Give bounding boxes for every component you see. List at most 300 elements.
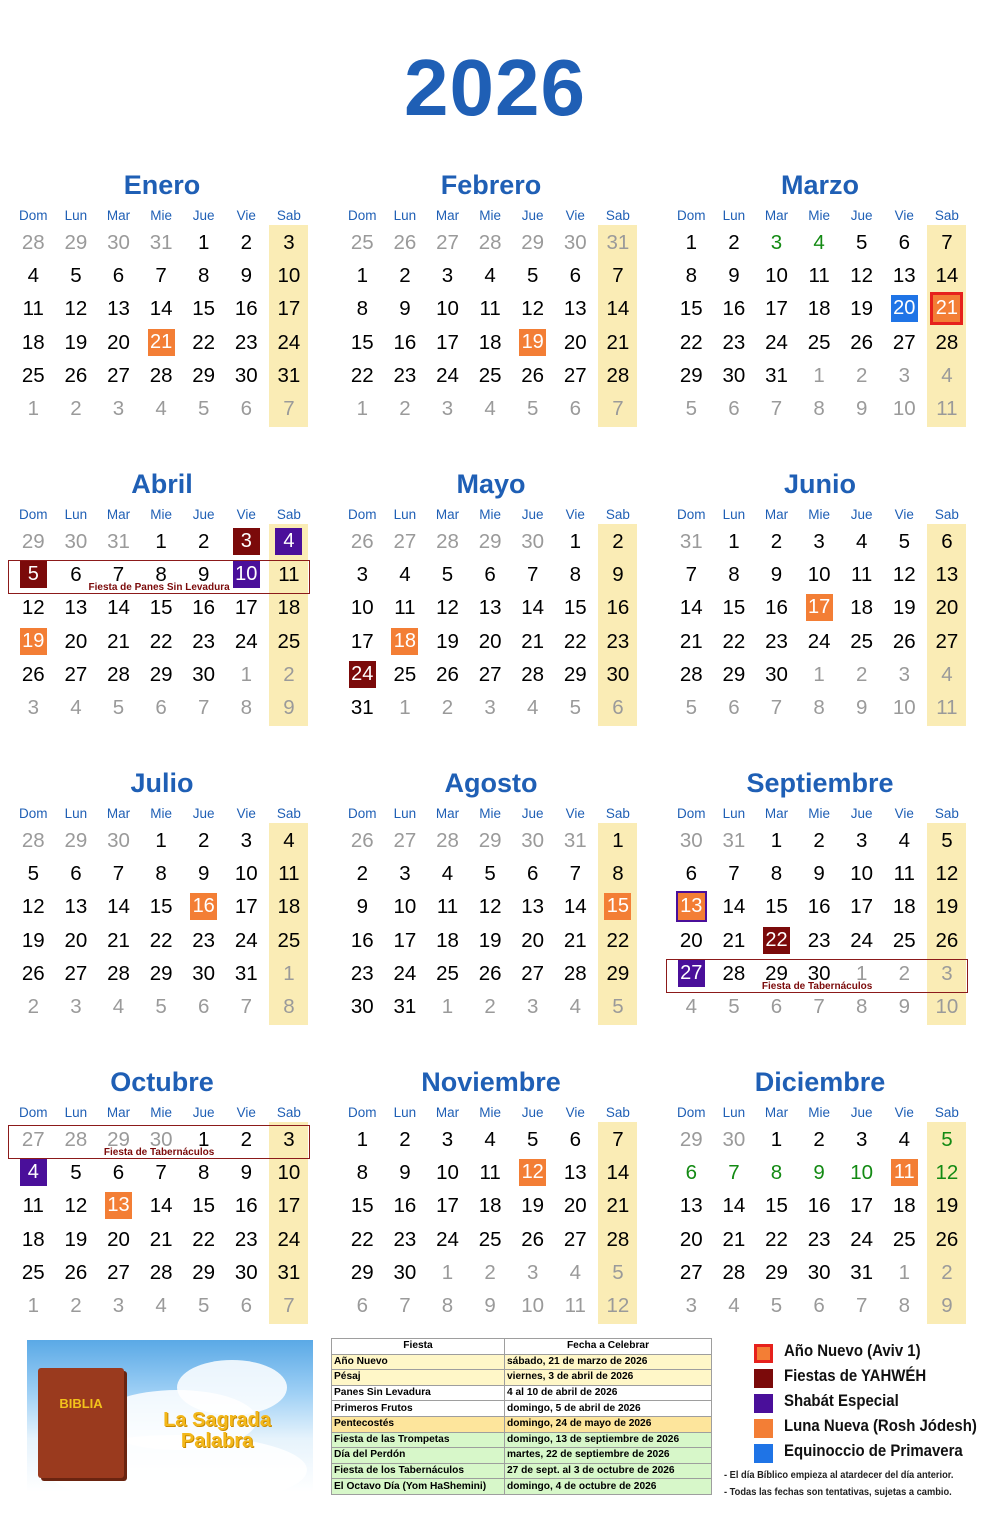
day-cell: 7 <box>569 862 581 886</box>
table-row <box>332 1354 712 1370</box>
weekday-header <box>341 507 641 523</box>
day-cell: 6 <box>685 1161 697 1185</box>
day-cell: 15 <box>563 596 587 620</box>
day-cell: 8 <box>356 1161 368 1185</box>
day-cell: 4 <box>941 662 953 686</box>
highlighted-day: 22 <box>755 924 798 957</box>
day-cell: 21 <box>606 330 630 354</box>
weekday-label: Vie <box>236 806 256 821</box>
weekday-label: Dom <box>677 1105 706 1120</box>
day-cell: 12 <box>850 264 874 288</box>
day-cell: 2 <box>356 862 368 886</box>
day-cell: 10 <box>234 862 258 886</box>
day-cell: 26 <box>935 928 959 952</box>
day-cell: 10 <box>850 862 874 886</box>
weekday-header <box>12 806 312 822</box>
day-cell: 24 <box>436 363 459 387</box>
day-cell: 4 <box>898 1128 910 1151</box>
day-cell: 7 <box>770 696 783 719</box>
fiesta-name: Fiesta de las Trompetas <box>332 1432 505 1448</box>
weekday-label: Dom <box>348 208 377 223</box>
day-cell: 6 <box>612 696 624 719</box>
day-cell: 3 <box>855 1128 868 1151</box>
day-cell: 4 <box>685 995 697 1018</box>
month-mayo <box>341 469 641 759</box>
day-cell: 23 <box>350 961 374 985</box>
day-cell: 23 <box>722 330 746 354</box>
day-cell: 30 <box>149 1128 173 1151</box>
fiesta-date: viernes, 3 de abril de 2026 <box>505 1370 712 1386</box>
day-cell: 12 <box>21 895 45 919</box>
day-cell: 29 <box>722 662 746 686</box>
fiesta-name: Año Nuevo <box>332 1354 505 1370</box>
weekday-label: Sab <box>605 806 630 821</box>
day-cell: 8 <box>155 862 167 886</box>
day-cell: 18 <box>892 1194 916 1218</box>
fiesta-date: 4 al 10 de abril de 2026 <box>505 1385 712 1401</box>
day-cell: 4 <box>484 264 496 288</box>
weekday-label: Mar <box>435 208 460 223</box>
day-cell: 2 <box>813 829 825 852</box>
day-cell: 1 <box>356 1128 368 1151</box>
day-cell: 24 <box>393 961 417 985</box>
day-cell: 11 <box>564 1294 586 1317</box>
day-cell: 7 <box>728 862 740 886</box>
month-junio <box>670 469 970 759</box>
day-cell: 27 <box>436 231 459 254</box>
day-cell: 21 <box>722 1227 746 1251</box>
note-line: - El día Bíblico empieza al atardecer del día anterior. <box>724 1470 954 1481</box>
day-cell: 11 <box>851 563 873 587</box>
table-row <box>332 1370 712 1386</box>
highlighted-day: 13 <box>670 890 713 923</box>
day-cell: 11 <box>893 862 915 886</box>
day-cell: 4 <box>27 264 39 288</box>
legend-swatch <box>754 1419 773 1438</box>
day-cell: 28 <box>521 662 545 686</box>
day-cell: 10 <box>892 696 916 719</box>
day-cell: 4 <box>941 363 953 387</box>
month-septiembre <box>670 768 970 1058</box>
day-cell: 10 <box>892 397 916 420</box>
day-cell: 8 <box>569 563 581 587</box>
day-cell: 4 <box>484 1128 496 1151</box>
day-cell: 3 <box>685 1294 697 1317</box>
legend-item <box>754 1390 990 1415</box>
day-cell: 19 <box>892 596 916 620</box>
day-cell: 17 <box>277 1194 301 1218</box>
day-cell: 27 <box>64 662 88 686</box>
day-cell: 2 <box>240 231 252 254</box>
day-cell: 5 <box>112 696 125 719</box>
weekday-label: Mar <box>106 806 131 821</box>
day-cell: 5 <box>941 1128 953 1151</box>
day-cell: 29 <box>765 961 788 985</box>
highlighted-day: 21 <box>926 292 969 325</box>
day-cell: 20 <box>563 330 587 354</box>
table-header-row <box>332 1339 712 1355</box>
day-cell: 1 <box>356 397 368 420</box>
highlighted-day: 20 <box>883 292 926 325</box>
day-cell: 2 <box>855 363 868 387</box>
day-cell: 2 <box>70 397 82 420</box>
day-cell: 10 <box>350 596 374 620</box>
day-cell: 9 <box>240 264 252 288</box>
weekday-label: Dom <box>19 507 48 522</box>
weekday-label: Mar <box>435 1105 460 1120</box>
day-cell: 1 <box>898 1260 910 1284</box>
day-cell: 5 <box>70 264 82 288</box>
day-cell: 30 <box>807 961 831 985</box>
legend-label: Fiestas de YAHWÉH <box>784 1366 927 1385</box>
day-cell: 9 <box>356 895 368 919</box>
day-cell: 8 <box>770 1161 783 1185</box>
day-cell: 7 <box>770 397 783 420</box>
day-grid <box>12 525 312 725</box>
day-cell: 9 <box>855 397 868 420</box>
day-cell: 5 <box>70 1161 82 1185</box>
day-cell: 17 <box>393 928 417 952</box>
day-cell: 15 <box>765 895 788 919</box>
day-cell: 15 <box>350 330 374 354</box>
day-cell: 24 <box>807 629 831 653</box>
day-cell: 26 <box>892 629 916 653</box>
day-cell: 19 <box>64 330 88 354</box>
weekday-label: Sab <box>605 1105 630 1120</box>
day-cell: 23 <box>606 629 630 653</box>
day-cell: 6 <box>70 862 82 886</box>
day-cell: 15 <box>192 297 216 321</box>
day-cell: 21 <box>149 1227 173 1251</box>
day-cell: 4 <box>70 696 82 719</box>
day-grid <box>670 226 970 426</box>
month-octubre <box>12 1067 312 1357</box>
day-cell: 8 <box>770 862 783 886</box>
weekday-label: Mie <box>150 208 172 223</box>
day-cell: 7 <box>112 563 125 587</box>
fiesta-name: Panes Sin Levadura <box>332 1385 505 1401</box>
day-cell: 4 <box>155 397 167 420</box>
day-cell: 14 <box>149 1194 173 1218</box>
book-title: BIBLIA <box>59 1396 103 1411</box>
legend <box>754 1340 990 1465</box>
day-cell: 1 <box>813 363 825 387</box>
day-cell: 11 <box>808 264 830 288</box>
day-cell: 9 <box>941 1294 953 1317</box>
legend-label: Año Nuevo (Aviv 1) <box>784 1341 921 1360</box>
day-cell: 25 <box>21 1260 45 1284</box>
day-cell: 5 <box>612 995 624 1018</box>
day-cell: 25 <box>807 330 831 354</box>
day-cell: 5 <box>770 1294 783 1317</box>
day-cell: 17 <box>765 297 788 321</box>
day-cell: 29 <box>679 1128 703 1151</box>
day-cell: 12 <box>935 1161 959 1185</box>
day-cell: 13 <box>679 1194 703 1218</box>
weekday-label: Dom <box>348 806 377 821</box>
day-cell: 7 <box>155 264 167 288</box>
legend-label: Equinoccio de Primavera <box>784 1441 963 1460</box>
day-cell: 30 <box>521 829 545 852</box>
fiesta-name: Pentecostés <box>332 1416 505 1432</box>
day-cell: 11 <box>436 895 459 919</box>
day-cell: 1 <box>197 231 210 254</box>
weekday-label: Vie <box>894 507 914 522</box>
day-cell: 16 <box>393 330 417 354</box>
day-cell: 15 <box>722 596 746 620</box>
day-cell: 7 <box>197 696 210 719</box>
feast-range-label: Fiesta de Tabernáculos <box>761 980 873 992</box>
day-cell: 16 <box>393 1194 417 1218</box>
day-cell: 25 <box>393 662 417 686</box>
day-cell: 23 <box>393 363 417 387</box>
day-cell: 11 <box>936 397 958 420</box>
day-cell: 3 <box>399 862 411 886</box>
day-cell: 13 <box>892 264 916 288</box>
month-name: Diciembre <box>754 1067 886 1097</box>
weekday-label: Mie <box>150 507 172 522</box>
day-cell: 27 <box>21 1128 45 1151</box>
day-cell: 9 <box>283 696 295 719</box>
day-cell: 23 <box>393 1227 417 1251</box>
weekday-label: Lun <box>722 208 746 223</box>
weekday-label: Sab <box>276 208 301 223</box>
highlighted-day: 4 <box>12 1156 55 1189</box>
day-cell: 30 <box>722 1128 746 1151</box>
day-cell: 7 <box>855 1294 868 1317</box>
day-cell: 4 <box>283 829 295 852</box>
table-row <box>332 1463 712 1479</box>
day-cell: 28 <box>722 1260 746 1284</box>
weekday-label: Mie <box>808 208 830 223</box>
day-cell: 30 <box>679 829 703 852</box>
day-cell: 18 <box>807 297 831 321</box>
table-row <box>332 1416 712 1432</box>
day-cell: 9 <box>197 862 210 886</box>
day-cell: 9 <box>612 563 624 587</box>
day-cell: 17 <box>436 330 459 354</box>
weekday-label: Lun <box>722 1105 746 1120</box>
day-grid <box>341 226 641 426</box>
legend-item <box>754 1440 990 1465</box>
table-row <box>332 1479 712 1495</box>
logo-text-line1: La Sagrada <box>163 1409 271 1431</box>
weekday-label: Mie <box>479 1105 501 1120</box>
day-cell: 4 <box>441 862 454 886</box>
day-cell: 19 <box>64 1227 88 1251</box>
month-name: Noviembre <box>421 1067 561 1097</box>
day-cell: 25 <box>892 928 916 952</box>
day-cell: 22 <box>192 1227 216 1251</box>
day-cell: 16 <box>722 297 746 321</box>
day-cell: 23 <box>192 629 216 653</box>
day-cell: 2 <box>484 1260 496 1284</box>
weekday-label: Jue <box>850 507 873 522</box>
month-name: Mayo <box>456 469 526 499</box>
day-cell: 23 <box>234 330 258 354</box>
legend-label: Shabát Especial <box>784 1391 899 1410</box>
legend-swatch <box>754 1344 773 1363</box>
day-cell: 31 <box>149 231 173 254</box>
day-cell: 9 <box>728 264 740 288</box>
day-cell: 28 <box>149 1260 173 1284</box>
highlighted-day: 10 <box>225 558 268 591</box>
day-cell: 25 <box>436 961 459 985</box>
day-cell: 1 <box>356 264 368 288</box>
day-cell: 8 <box>240 696 252 719</box>
day-cell: 6 <box>685 862 697 886</box>
day-cell: 31 <box>277 363 301 387</box>
day-cell: 18 <box>478 1194 502 1218</box>
day-cell: 1 <box>441 1260 454 1284</box>
day-cell: 29 <box>149 662 173 686</box>
fiesta-date: domingo, 5 de abril de 2026 <box>505 1401 712 1417</box>
day-cell: 19 <box>850 297 874 321</box>
month-name: Septiembre <box>746 768 894 798</box>
day-cell: 6 <box>240 1294 252 1317</box>
day-cell: 20 <box>107 1227 130 1251</box>
day-cell: 2 <box>898 961 910 985</box>
day-cell: 1 <box>240 662 252 686</box>
day-cell: 20 <box>563 1194 587 1218</box>
day-cell: 30 <box>765 662 788 686</box>
note-line: - Todas las fechas son tentativas, sujetas a cambio. <box>724 1487 952 1498</box>
day-cell: 25 <box>892 1227 916 1251</box>
day-cell: 27 <box>107 363 130 387</box>
day-cell: 27 <box>64 961 88 985</box>
day-cell: 24 <box>850 1227 874 1251</box>
day-cell: 13 <box>64 596 88 620</box>
day-cell: 15 <box>679 297 703 321</box>
day-cell: 16 <box>192 596 216 620</box>
day-cell: 13 <box>521 895 545 919</box>
day-cell: 16 <box>606 596 630 620</box>
legend-swatch <box>754 1369 773 1388</box>
day-grid <box>341 525 641 725</box>
day-cell: 25 <box>850 629 874 653</box>
day-cell: 26 <box>64 1260 88 1284</box>
day-cell: 29 <box>192 363 216 387</box>
feast-range-label: Fiesta de Panes Sin Levadura <box>88 582 230 594</box>
day-cell: 8 <box>197 1161 210 1185</box>
day-cell: 19 <box>21 928 45 952</box>
weekday-header <box>670 1105 970 1121</box>
day-cell: 8 <box>197 264 210 288</box>
fiesta-name: Primeros Frutos <box>332 1401 505 1417</box>
day-cell: 3 <box>770 231 783 254</box>
day-cell: 26 <box>21 961 45 985</box>
day-cell: 9 <box>197 563 210 587</box>
day-cell: 20 <box>107 330 130 354</box>
day-cell: 8 <box>855 995 868 1018</box>
day-cell: 6 <box>356 1294 368 1317</box>
day-cell: 11 <box>22 297 44 321</box>
day-cell: 7 <box>155 1161 167 1185</box>
day-cell: 7 <box>941 231 953 254</box>
day-cell: 5 <box>441 563 454 587</box>
day-cell: 28 <box>478 231 502 254</box>
day-cell: 23 <box>807 928 831 952</box>
day-cell: 28 <box>436 829 459 852</box>
day-cell: 30 <box>192 961 216 985</box>
highlighted-day: 11 <box>883 1156 926 1189</box>
day-cell: 16 <box>765 596 788 620</box>
day-cell: 24 <box>436 1227 459 1251</box>
day-cell: 17 <box>234 596 258 620</box>
weekday-label: Vie <box>565 1105 585 1120</box>
day-cell: 24 <box>277 1227 301 1251</box>
legend-item <box>754 1365 990 1390</box>
day-grid <box>670 1123 970 1323</box>
day-cell: 13 <box>478 596 502 620</box>
month-name: Marzo <box>780 170 859 200</box>
feast-range-box <box>8 560 310 594</box>
day-cell: 30 <box>606 662 630 686</box>
day-cell: 14 <box>722 1194 746 1218</box>
highlighted-day: 19 <box>12 625 55 658</box>
day-cell: 21 <box>679 629 703 653</box>
day-cell: 3 <box>484 696 496 719</box>
day-cell: 14 <box>935 264 959 288</box>
day-cell: 6 <box>112 1161 125 1185</box>
day-cell: 28 <box>21 829 45 852</box>
weekday-label: Sab <box>934 507 959 522</box>
weekday-label: Mie <box>808 1105 830 1120</box>
day-cell: 6 <box>70 563 82 587</box>
day-cell: 3 <box>112 397 125 420</box>
day-cell: 24 <box>234 928 258 952</box>
day-cell: 25 <box>478 1227 502 1251</box>
day-cell: 14 <box>606 297 630 321</box>
day-cell: 28 <box>149 363 173 387</box>
day-cell: 27 <box>521 961 545 985</box>
day-cell: 7 <box>612 264 624 288</box>
day-cell: 7 <box>399 1294 411 1317</box>
day-cell: 15 <box>765 1194 788 1218</box>
day-cell: 2 <box>240 1128 252 1151</box>
day-cell: 20 <box>64 928 88 952</box>
day-cell: 10 <box>436 1161 459 1185</box>
feast-range-box <box>8 1125 310 1159</box>
day-cell: 27 <box>563 1227 587 1251</box>
day-cell: 19 <box>521 1194 545 1218</box>
weekday-label: Jue <box>850 208 873 223</box>
weekday-label: Mar <box>106 208 131 223</box>
day-cell: 30 <box>521 530 545 553</box>
day-cell: 3 <box>112 1294 125 1317</box>
day-cell: 25 <box>478 363 502 387</box>
day-cell: 14 <box>107 895 130 919</box>
highlighted-day: 13 <box>97 1189 140 1222</box>
day-cell: 2 <box>855 662 868 686</box>
day-cell: 28 <box>679 662 703 686</box>
day-cell: 5 <box>197 1294 210 1317</box>
legend-item <box>754 1415 990 1440</box>
day-cell: 6 <box>569 1128 581 1151</box>
day-grid <box>670 525 970 725</box>
weekday-label: Jue <box>521 1105 544 1120</box>
weekday-label: Vie <box>236 208 256 223</box>
day-cell: 21 <box>107 629 130 653</box>
day-cell: 29 <box>478 530 502 553</box>
day-cell: 12 <box>21 596 45 620</box>
day-cell: 22 <box>350 1227 374 1251</box>
day-cell: 1 <box>399 696 411 719</box>
weekday-label: Dom <box>19 208 48 223</box>
day-cell: 11 <box>22 1194 44 1218</box>
weekday-label: Mar <box>764 1105 789 1120</box>
weekday-header <box>670 208 970 224</box>
